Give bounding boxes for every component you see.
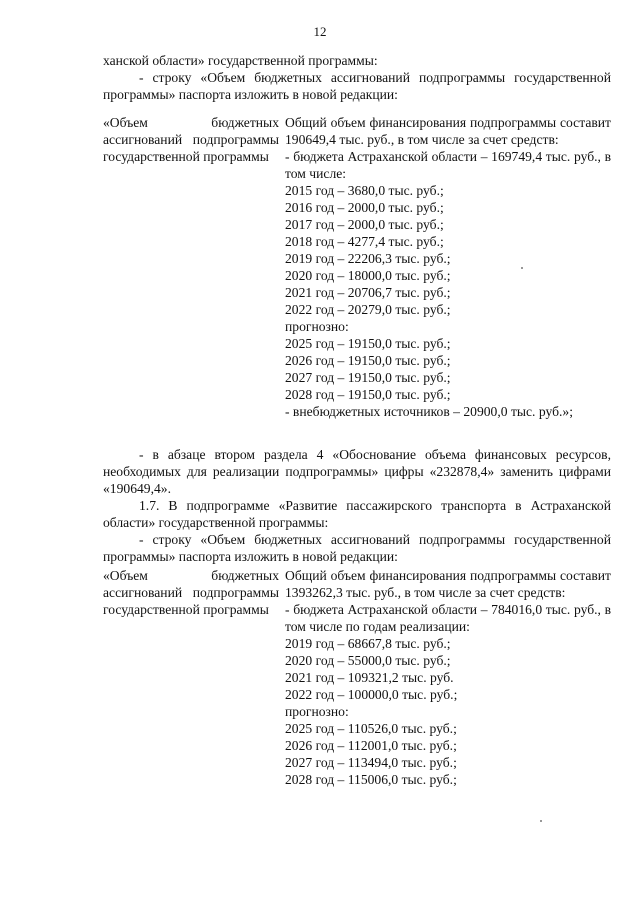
instruction-3: - строку «Объем бюджетных ассигнований подпрограммы государственной программы» паспорта изложить в новой редакции: xyxy=(103,532,611,564)
instruction-1: - строку «Объем бюджетных ассигнований подпрограммы государственной программы» паспорта изложить в новой редакции: xyxy=(103,70,611,102)
table-1-forecast-year: 2026 год – 19150,0 тыс. руб.; xyxy=(285,353,451,368)
section-17-heading: 1.7. В подпрограмме «Развитие пассажирского транспорта в Астраханской области» государственной программы: xyxy=(103,498,611,530)
table-2-total: Общий объем финансирования подпрограммы составит 1393262,3 тыс. руб., в том числе за счет средств: xyxy=(285,568,611,600)
table-1-right-cell xyxy=(285,114,611,420)
table-2-year: 2022 год – 100000,0 тыс. руб.; xyxy=(285,687,458,702)
page-number: 12 xyxy=(313,24,327,39)
table-1-forecast-year: 2028 год – 19150,0 тыс. руб.; xyxy=(285,387,451,402)
table-1-year: 2020 год – 18000,0 тыс. руб.; xyxy=(285,268,451,283)
table-1 xyxy=(103,114,611,420)
table-2 xyxy=(103,567,611,788)
table-1-year: 2018 год – 4277,4 тыс. руб.; xyxy=(285,234,444,249)
table-1-left-cell: «Объем бюджетных ассигнований подпрограммы государственной программы xyxy=(103,115,279,164)
table-1-year: 2019 год – 22206,3 тыс. руб.; xyxy=(285,251,451,266)
table-2-forecast-year: 2027 год – 113494,0 тыс. руб.; xyxy=(285,755,457,770)
table-1-year: 2022 год – 20279,0 тыс. руб.; xyxy=(285,302,451,317)
table-1-year: 2017 год – 2000,0 тыс. руб.; xyxy=(285,217,444,232)
table-1-budget: - бюджета Астраханской области – 169749,4 тыс. руб., в том числе: xyxy=(285,149,611,181)
table-2-forecast-year: 2026 год – 112001,0 тыс. руб.; xyxy=(285,738,457,753)
section-17-body xyxy=(103,446,611,565)
scan-speck xyxy=(521,267,523,269)
section-16-header xyxy=(103,52,611,103)
table-2-year: 2021 год – 109321,2 тыс. руб. xyxy=(285,670,454,685)
table-1-year: 2015 год – 3680,0 тыс. руб.; xyxy=(285,183,444,198)
table-2-year: 2020 год – 55000,0 тыс. руб.; xyxy=(285,653,451,668)
table-2-forecast-year: 2028 год – 115006,0 тыс. руб.; xyxy=(285,772,457,787)
table-2-forecast-label: прогнозно: xyxy=(285,704,349,719)
table-1-forecast-label: прогнозно: xyxy=(285,319,349,334)
table-2-forecast-year: 2025 год – 110526,0 тыс. руб.; xyxy=(285,721,457,736)
table-2-left-cell: «Объем бюджетных ассигнований подпрограммы государственной программы xyxy=(103,568,279,617)
table-1-extra-sources: - внебюджетных источников – 20900,0 тыс. руб.»; xyxy=(285,404,573,419)
table-1-year: 2016 год – 2000,0 тыс. руб.; xyxy=(285,200,444,215)
table-2-right-cell xyxy=(285,567,611,788)
table-2-year: 2019 год – 68667,8 тыс. руб.; xyxy=(285,636,451,651)
table-1-year: 2021 год – 20706,7 тыс. руб.; xyxy=(285,285,451,300)
table-1-forecast-year: 2025 год – 19150,0 тыс. руб.; xyxy=(285,336,451,351)
scan-speck xyxy=(540,820,542,822)
table-1-forecast-year: 2027 год – 19150,0 тыс. руб.; xyxy=(285,370,451,385)
table-1-total: Общий объем финансирования подпрограммы составит 190649,4 тыс. руб., в том числе за счет средств: xyxy=(285,115,611,147)
intro-line: ханской области» государственной программы: xyxy=(103,53,378,68)
instruction-2: - в абзаце втором раздела 4 «Обоснование объема финансовых ресурсов, необходимых для реализации подпрограммы» цифры «232878,4» заменить цифрами «190649,4». xyxy=(103,447,611,496)
table-2-budget: - бюджета Астраханской области – 784016,0 тыс. руб., в том числе по годам реализации: xyxy=(285,602,611,634)
